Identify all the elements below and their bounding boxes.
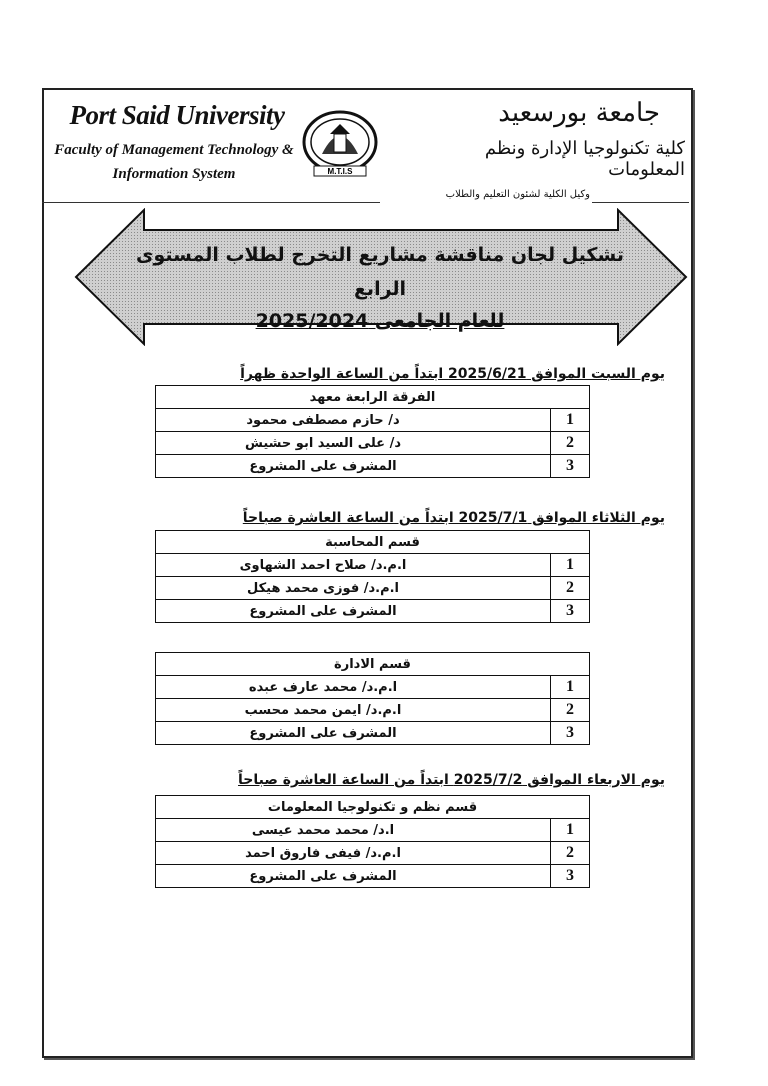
logo-text: M.T.I.S	[327, 167, 353, 176]
table-row: 2 ا.م.د/ فوزى محمد هيكل	[156, 577, 590, 600]
committee-title: قسم الادارة	[156, 653, 590, 676]
table-row: 3 المشرف على المشروع	[156, 722, 590, 745]
faculty-name-en	[54, 138, 294, 186]
table-row: 1 ا.م.د/ محمد عارف عبده	[156, 676, 590, 699]
table-row: 3 المشرف على المشروع	[156, 865, 590, 888]
session-heading: يوم الاربعاء الموافق 2025/7/2 ابتداً من الساعة العاشرة صباحاً	[238, 772, 665, 788]
vice-dean-label: وكيل الكلية لشئون التعليم والطلاب	[445, 189, 590, 200]
banner-title	[130, 238, 630, 336]
committee-title: قسم نظم و تكنولوجيا المعلومات	[156, 796, 590, 819]
table-row: 2 ا.م.د/ فيفى فاروق احمد	[156, 842, 590, 865]
table-row: 2 ا.م.د/ ايمن محمد محسب	[156, 699, 590, 722]
table-row: 3 المشرف على المشروع	[156, 455, 590, 478]
committee-table	[155, 652, 590, 745]
committee-title: قسم المحاسبة	[156, 531, 590, 554]
faculty-line-2: Information System	[112, 166, 236, 182]
university-name-en: Port Said University	[69, 100, 285, 130]
table-row: 2 د/ على السيد ابو حشيش	[156, 432, 590, 455]
committee-table	[155, 795, 590, 888]
committee-table	[155, 530, 590, 623]
banner-line-1: تشكيل لجان مناقشة مشاريع التخرج لطلاب المستوى الرابع	[136, 244, 624, 300]
committee-table	[155, 385, 590, 478]
table-row: 1 د/ حازم مصطفى محمود	[156, 409, 590, 432]
university-name-ar: جامعة بورسعيد	[498, 98, 660, 128]
faculty-name-ar: كلية تكنولوجيا الإدارة ونظم المعلومات	[484, 138, 685, 180]
table-row: 1 ا.م.د/ صلاح احمد الشهاوى	[156, 554, 590, 577]
faculty-logo	[300, 108, 380, 180]
session-heading: يوم السبت الموافق 2025/6/21 ابتداً من الساعة الواحدة ظهراً	[240, 366, 665, 382]
committee-title: الفرقة الرابعة معهد	[156, 386, 590, 409]
table-row: 3 المشرف على المشروع	[156, 600, 590, 623]
banner-line-2: للعام الجامعى 2025/2024	[255, 310, 505, 332]
session-heading: يوم الثلاثاء الموافق 2025/7/1 ابتداً من الساعة العاشرة صباحاً	[242, 510, 665, 526]
faculty-line-1: Faculty of Management Technology &	[54, 142, 294, 158]
table-row: 1 ا.د/ محمد محمد عيسى	[156, 819, 590, 842]
